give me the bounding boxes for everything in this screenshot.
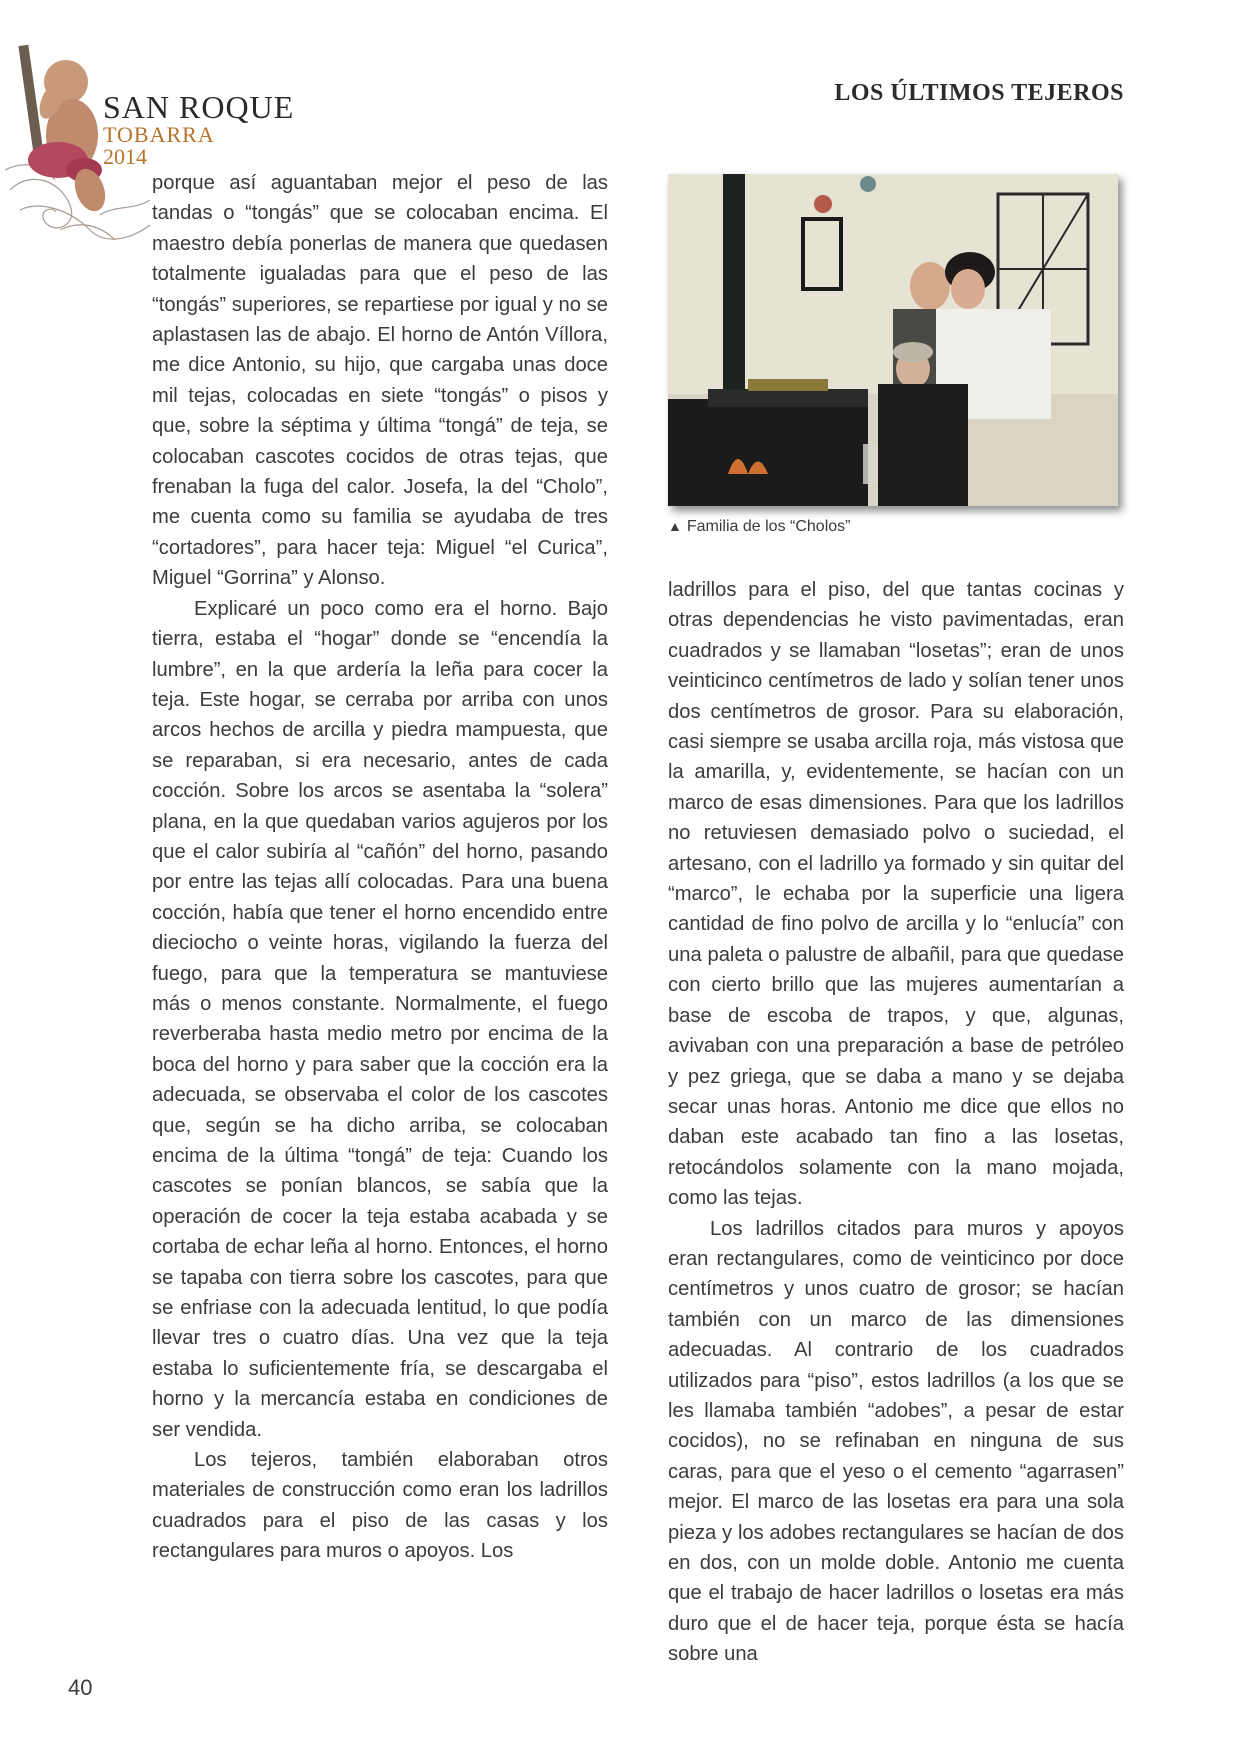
triangle-up-icon: ▲ — [668, 518, 682, 534]
brand-subtitle: TOBARRA — [103, 122, 215, 147]
brand-year: 2014 — [103, 144, 147, 169]
paragraph: Explicaré un poco como era el horno. Bajo tierra, estaba el “hogar” donde se “encendía la lumbre”, en la que ardería la leña para cocer la teja. Este hogar, se cerraba por arriba con unos arcos hechos de arcilla y piedra mampuesta, que se reparaban, si era necesario, antes de cada cocción. Sobre los arcos se asentaba la “solera” plana, en la que quedaban varios agujeros por los que el calor subiría al “cañón” del horno, pasando por entre las tejas allí colocadas. Para una buena cocción, había que tener el horno encendido entre dieciocho o veinte horas, vigilando la fuerza del fuego, para que la temperatura se mantuviese más o menos constante. Normalmente, el fuego reverberaba hasta medio metro por encima de la boca del horno y para saber que la cocción era la adecuada, se observaba el color de los cascotes que, según se ha dicho arriba, se colocaban encima de la última “tongá” de teja: Cuando los cascotes se ponían blancos, se sabía que la operación de cocer la teja estaba acabada y se cortaba de echar leña al horno. Entonces, el horno se tapaba con tierra sobre los cascotes, para que se enfriase con la adecuada lentitud, lo que podía llevar tres o cuatro días. Una vez que la teja estaba lo suficientemente fría, se descargaba el horno y la mercancía estaba en condiciones de ser vendida. — [152, 597, 608, 1441]
paragraph: ladrillos para el piso, del que tantas cocinas y otras dependencias he visto pavimentadas, eran cuadrados y se llamaban “losetas”; eran de unos veinticinco centímetros de lado y solían tener unos dos centímetros de grosor. Para su elaboración, casi siempre se usaba arcilla roja, más vistosa que la amarilla, y, evidentemente, se hacían con un marco de esas dimensiones. Para que los ladrillos no retuviesen demasiado polvo o suciedad, el artesano, con el ladrillo ya formado y sin quitar del “marco”, le echaba por la superficie una ligera cantidad de fino polvo de arcilla y lo “enlucía” con una paleta o palustre de albañil, para que quedase con cierto brillo que las mujeres aumentarían a base de escoba de trapos, y que, algunas, avivaban con una preparación a base de petróleo y pez griega, que se daba a mano y se dejaba secar unas horas. Antonio me dice que ellos no daban este acabado tan fino a las losetas, retocándolos solamente con la mano mojada, como las tejas. — [668, 579, 1124, 1210]
right-column — [668, 575, 1124, 1670]
brand-title: SAN ROQUE — [103, 89, 295, 125]
paragraph: porque así aguantaban mejor el peso de las tandas o “tongás” que se colocaban encima. El maestro debía ponerlas de manera que quedasen totalmente igualadas para que el peso de las “tongás” superiores, se repartiese por igual y no se aplastasen las de abajo. El horno de Antón Víllora, me dice Antonio, su hijo, que cargaba unas doce mil tejas, colocadas en siete “tongás” o pisos y que, sobre la séptima y última “tongá” de teja, se colocaban cascotes cocidos de otras tejas, que frenaban la fuga del calor. Josefa, la del “Cholo”, me cuenta como su familia se ayudaba de tres “cortadores”, para hacer teja: Miguel “el Curica”, Miguel “Gorrina” y Alonso. — [152, 172, 608, 590]
page-number: 40 — [68, 1675, 93, 1700]
brand-block — [103, 90, 294, 168]
family-photo — [668, 174, 1118, 506]
left-column — [152, 168, 608, 1567]
caption-text: Familia de los “Cholos” — [686, 518, 851, 535]
section-title: LOS ÚLTIMOS TEJEROS — [834, 80, 1124, 106]
paragraph: Los tejeros, también elaboraban otros materiales de construcción como eran los ladrillos cuadrados para el piso de las casas y los rectangulares para muros o apoyos. Los — [152, 1449, 608, 1563]
paragraph: Los ladrillos citados para muros y apoyos eran rectangulares, como de veinticinco por doce centímetros y unos cuatro de grosor; se hacían también con un marco de las dimensiones adecuadas. Al contrario de los cuadrados utilizados para “piso”, estos ladrillos (a los que se les llamaba también “adobes”, a pesar de estar cocidos), no se refinaban en ninguna de sus caras, para que el yeso o el cemento “agarrasen” mejor. El marco de las losetas era para una sola pieza y los adobes rectangulares se hacían de dos en dos, con un molde doble. Antonio me cuenta que el trabajo de hacer ladrillos o losetas era más duro que el de hacer teja, porque ésta se hacía sobre una — [668, 1217, 1124, 1666]
photo-caption — [668, 518, 850, 536]
